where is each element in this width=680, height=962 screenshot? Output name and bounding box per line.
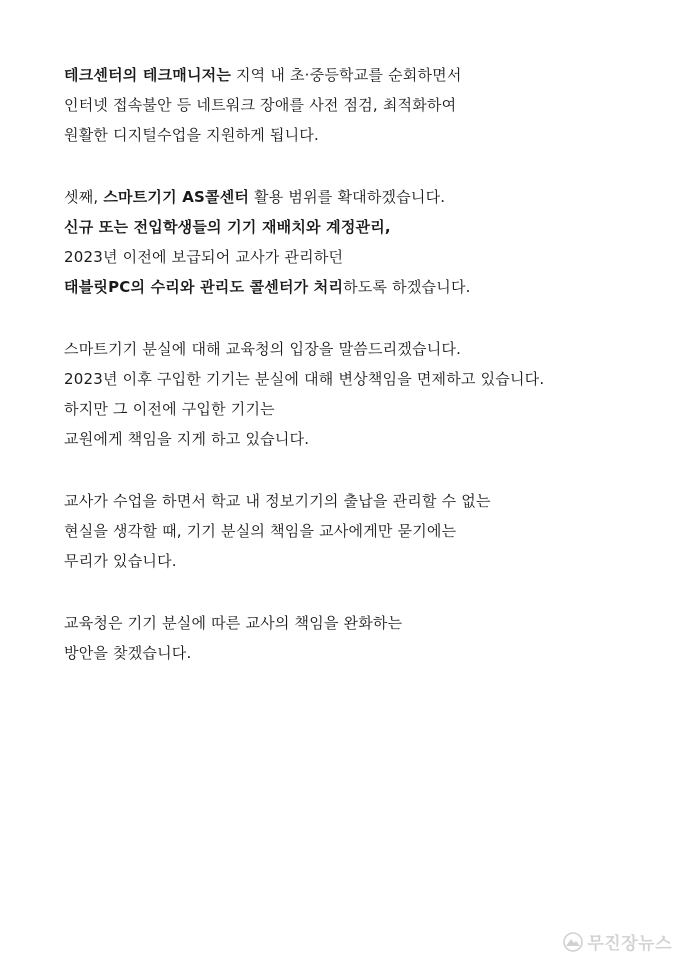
text-line	[64, 486, 654, 516]
text-line	[64, 120, 654, 150]
text-run: 교사가 수업을 하면서 학교 내 정보기기의 출납을 관리할 수 없는	[64, 492, 491, 510]
text-run: 스마트기기 분실에 대해 교육청의 입장을 말씀드리겠습니다.	[64, 340, 462, 358]
text-run: 인터넷 접속불안 등 네트워크 장애를 사전 점검, 최적화하여	[64, 96, 457, 114]
text-run: 활용 범위를 확대하겠습니다.	[249, 188, 446, 206]
text-run: 현실을 생각할 때, 기기 분실의 책임을 교사에게만 묻기에는	[64, 522, 457, 540]
text-line	[64, 364, 654, 394]
text-run: 하지만 그 이전에 구입한 기기는	[64, 400, 275, 418]
watermark-text: 무진장뉴스	[587, 934, 672, 954]
bold-text-run: 테크센터의 테크매니저는	[64, 66, 232, 84]
text-run: 하도록 하겠습니다.	[343, 278, 471, 296]
text-line	[64, 546, 654, 576]
text-run: 교육청은 기기 분실에 따른 교사의 책임을 완화하는	[64, 614, 403, 632]
paragraph	[64, 486, 654, 576]
text-line	[64, 334, 654, 364]
watermark	[563, 929, 672, 954]
text-run: 지역 내 초·중등학교를 순회하면서	[231, 66, 462, 84]
text-run: 원활한 디지털수업을 지원하게 됩니다.	[64, 126, 319, 144]
text-line	[64, 608, 654, 638]
paragraph	[64, 334, 654, 454]
text-line	[64, 394, 654, 424]
text-line	[64, 272, 654, 302]
text-line	[64, 90, 654, 120]
mountain-logo-icon	[563, 932, 583, 952]
text-run: 방안을 찾겠습니다.	[64, 644, 192, 662]
text-line	[64, 60, 654, 90]
text-line	[64, 212, 654, 242]
paragraph	[64, 182, 654, 302]
bold-text-run: 신규 또는 전입학생들의 기기 재배치와 계정관리,	[64, 218, 391, 236]
text-run: 무리가 있습니다.	[64, 552, 177, 570]
text-line	[64, 638, 654, 668]
text-run: 셋째,	[64, 188, 104, 206]
text-line	[64, 182, 654, 212]
text-run: 2023년 이후 구입한 기기는 분실에 대해 변상책임을 면제하고 있습니다.	[64, 370, 545, 388]
text-line	[64, 516, 654, 546]
paragraph	[64, 60, 654, 150]
text-run: 2023년 이전에 보급되어 교사가 관리하던	[64, 248, 344, 266]
bold-text-run: 스마트기기 AS콜센터	[103, 188, 250, 206]
bold-text-run: 태블릿PC의 수리와 관리도 콜센터가 처리	[64, 278, 344, 296]
document-body	[64, 60, 654, 700]
text-line	[64, 242, 654, 272]
text-line	[64, 424, 654, 454]
text-run: 교원에게 책임을 지게 하고 있습니다.	[64, 430, 310, 448]
paragraph	[64, 608, 654, 668]
